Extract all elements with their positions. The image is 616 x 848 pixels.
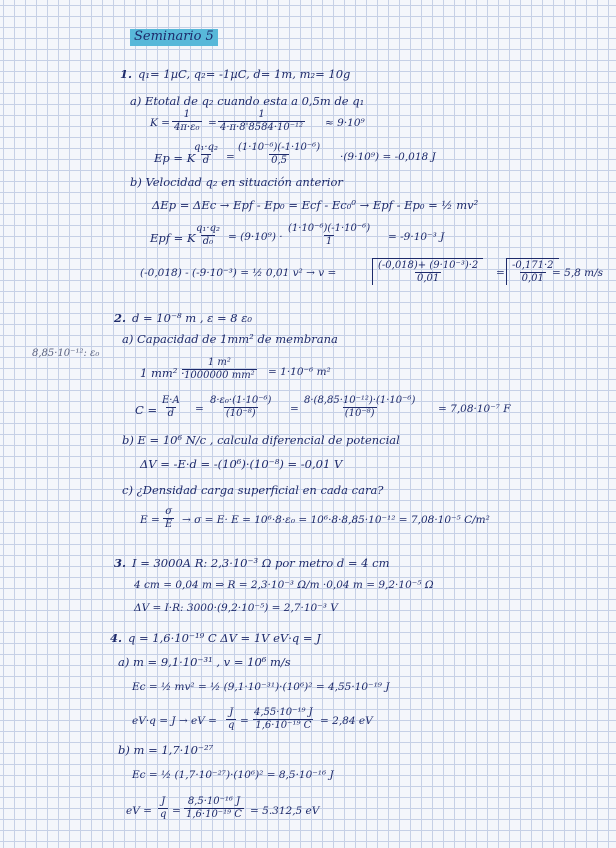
problem-1b-heading: b) Velocidad q₂ en situación anterior bbox=[130, 175, 343, 189]
velocity-result: = 5,8 m/s bbox=[552, 267, 604, 279]
problem-3-data: I = 3000A R: 2,3·10⁻³ Ω por metro d = 4 cm bbox=[132, 556, 390, 570]
capacitance-eq-1: = bbox=[195, 403, 204, 415]
ep-lhs: Ep = K bbox=[154, 151, 196, 165]
k-f2-den: 4·π·8'8584·10⁻¹² bbox=[220, 121, 304, 133]
c-f1-num: E·A bbox=[162, 395, 180, 406]
epf-mid: = (9·10⁹) · bbox=[228, 231, 283, 243]
problem-1b-energy: ΔEp = ΔEc → Epf - Ep₀ = Ecf - Ec₀⁰ → Epf - Ep₀ = ½ mv² bbox=[152, 198, 479, 212]
problem-1-data: q₁= 1µC, q₂= -1µC, d= 1m, m₂= 10g bbox=[138, 67, 351, 81]
ep-fraction-2 bbox=[236, 143, 322, 166]
ev-a-f2-num: 4,55·10⁻¹⁹ J bbox=[254, 707, 313, 718]
epf-f2-den: 1 bbox=[325, 235, 333, 247]
problem-4-number: 4. bbox=[110, 631, 123, 645]
epf-lhs: Epf = K bbox=[150, 231, 196, 245]
problem-4b-kinetic: Ec = ½ (1,7·10⁻²⁷)·(10⁶)² = 8,5·10⁻¹⁶ J bbox=[132, 769, 334, 781]
density-den: E bbox=[165, 518, 173, 530]
k-fraction-1 bbox=[172, 110, 202, 133]
c-f3-num: 8·(8,85·10⁻¹²)·(1·10⁻⁶) bbox=[304, 395, 416, 406]
velocity-root-2 bbox=[506, 258, 559, 285]
ep-f1-den: d bbox=[202, 154, 210, 166]
k-fraction-2 bbox=[218, 110, 305, 133]
ep-f1-num: q₁·q₂ bbox=[194, 142, 218, 153]
k-f1-den: 4π·ε₀ bbox=[174, 121, 200, 133]
problem-3-voltage: ΔV = I·R: 3000·(9,2·10⁻⁵) = 2,7·10⁻³ V bbox=[134, 602, 338, 614]
epf-f2-num: (1·10⁻⁶)(-1·10⁻⁶) bbox=[288, 223, 371, 234]
k-f2-num: 1 bbox=[258, 109, 265, 120]
root1-den: 0,01 bbox=[417, 272, 440, 284]
epf-f1-den: d₀ bbox=[202, 235, 214, 247]
problem-4-data: q = 1,6·10⁻¹⁹ C ΔV = 1V eV·q = J bbox=[128, 631, 321, 645]
velocity-line: (-0,018) - (-9·10⁻³) = ½ 0,01 v² → v = bbox=[140, 267, 337, 279]
capacitance-fraction-1 bbox=[160, 396, 182, 419]
problem-2b-heading: b) E = 10⁶ N/c , calcula diferencial de potencial bbox=[122, 433, 400, 447]
density-lhs: E = bbox=[140, 514, 160, 526]
velocity-eq: = bbox=[496, 267, 505, 279]
problem-2b-potential: ΔV = -E·d = -(10⁶)·(10⁻⁸) = -0,01 V bbox=[140, 457, 343, 471]
velocity-root-2-fraction bbox=[510, 261, 556, 284]
problem-3-number: 3. bbox=[114, 556, 127, 570]
problem-2-number: 2. bbox=[114, 311, 127, 325]
capacitance-fraction-2 bbox=[208, 396, 273, 419]
root2-num: -0,171·2 bbox=[512, 260, 554, 271]
conversion-fraction bbox=[182, 358, 257, 381]
epf-fraction-1 bbox=[194, 224, 222, 247]
ev-b-f2-den: 1,6·10⁻¹⁹ C bbox=[186, 808, 242, 820]
ev-a-f1-den: q bbox=[228, 719, 235, 731]
density-num: σ bbox=[165, 506, 173, 517]
page-title: Seminario 5 bbox=[130, 29, 218, 46]
density-fraction bbox=[163, 507, 174, 530]
problem-4a-kinetic: Ec = ½ mv² = ½ (9,1·10⁻³¹)·(10⁶)² = 4,55·10⁻¹⁹ J bbox=[132, 681, 390, 693]
epf-result: = -9·10⁻³ J bbox=[388, 231, 445, 243]
ev-a-result: = 2,84 eV bbox=[320, 715, 373, 727]
ep-fraction-1 bbox=[192, 143, 220, 166]
conversion-result: = 1·10⁻⁶ m² bbox=[268, 366, 331, 378]
conv-den: 1000000 mm² bbox=[184, 369, 255, 381]
problem-1a-heading: a) Etotal de q₂ cuando esta a 0,5m de q₁ bbox=[130, 94, 365, 108]
k-result: ≈ 9·10⁹ bbox=[325, 117, 365, 129]
ev-b-f2-num: 8,5·10⁻¹⁶ J bbox=[187, 796, 241, 807]
ev-a-lhs: eV·q = J → eV = bbox=[132, 715, 217, 727]
problem-4a-heading: a) m = 9,1·10⁻³¹ , v = 10⁶ m/s bbox=[118, 655, 291, 669]
conv-num: 1 m² bbox=[207, 357, 231, 368]
capacitance-fraction-3 bbox=[302, 396, 417, 419]
c-f2-num: 8·ε₀·(1·10⁻⁶) bbox=[210, 395, 272, 406]
ep-eq: = bbox=[226, 151, 235, 163]
problem-2-data: d = 10⁻⁸ m , ε = 8 ε₀ bbox=[132, 311, 253, 325]
problem-2c-heading: c) ¿Densidad carga superficial en cada cara? bbox=[122, 483, 384, 497]
velocity-root-1-fraction bbox=[376, 261, 480, 284]
ev-a-eq: = bbox=[240, 715, 249, 727]
ev-a-fraction-2 bbox=[252, 708, 315, 731]
epf-f1-num: q₁·q₂ bbox=[196, 223, 220, 234]
density-result: → σ = E· E = 10⁶·8·ε₀ = 10⁶·8·8,85·10⁻¹² = 7,08·10⁻⁵ C/m² bbox=[182, 514, 490, 526]
k-lhs: K = bbox=[150, 117, 170, 129]
ev-a-f1-num: J bbox=[229, 707, 234, 718]
conversion-lhs: 1 mm² · bbox=[140, 366, 185, 380]
capacitance-eq-2: = bbox=[290, 403, 299, 415]
ev-a-fraction-1 bbox=[226, 708, 236, 731]
root2-den: 0,01 bbox=[521, 272, 544, 284]
velocity-root-1 bbox=[372, 258, 483, 285]
ep-f2-num: (1·10⁻⁶)(-1·10⁻⁶) bbox=[238, 142, 321, 153]
margin-note: 8,85·10⁻¹²: ε₀ bbox=[32, 348, 100, 359]
ev-a-f2-den: 1,6·10⁻¹⁹ C bbox=[255, 719, 312, 731]
capacitance-result: = 7,08·10⁻⁷ F bbox=[438, 403, 511, 415]
ev-b-lhs: eV = bbox=[126, 805, 152, 817]
ev-b-f1-den: q bbox=[160, 808, 167, 820]
ev-b-fraction-1 bbox=[158, 797, 168, 820]
k-f1-num: 1 bbox=[183, 109, 190, 120]
root1-num: (-0,018)+ (9·10⁻³)·2 bbox=[378, 260, 479, 271]
problem-1-number: 1. bbox=[120, 67, 133, 81]
ep-result: ·(9·10⁹) = -0,018 J bbox=[340, 151, 436, 163]
capacitance-lhs: C = bbox=[135, 403, 158, 417]
problem-2a-heading: a) Capacidad de 1mm² de membrana bbox=[122, 332, 338, 346]
ep-f2-den: 0,5 bbox=[271, 154, 287, 166]
ev-b-result: = 5.312,5 eV bbox=[250, 805, 320, 817]
ev-b-f1-num: J bbox=[161, 796, 166, 807]
c-f2-den: (10⁻⁸) bbox=[225, 407, 256, 419]
epf-fraction-2 bbox=[286, 224, 372, 247]
problem-4b-heading: b) m = 1,7·10⁻²⁷ bbox=[118, 743, 214, 757]
ev-b-eq: = bbox=[172, 805, 181, 817]
ev-b-fraction-2 bbox=[184, 797, 244, 820]
c-f1-den: d bbox=[167, 407, 175, 419]
problem-3-resistance: 4 cm = 0,04 m ⇒ R = 2,3·10⁻³ Ω/m ·0,04 m = 9,2·10⁻⁵ Ω bbox=[134, 579, 434, 591]
k-eq: = bbox=[208, 117, 217, 129]
c-f3-den: (10⁻⁸) bbox=[344, 407, 375, 419]
